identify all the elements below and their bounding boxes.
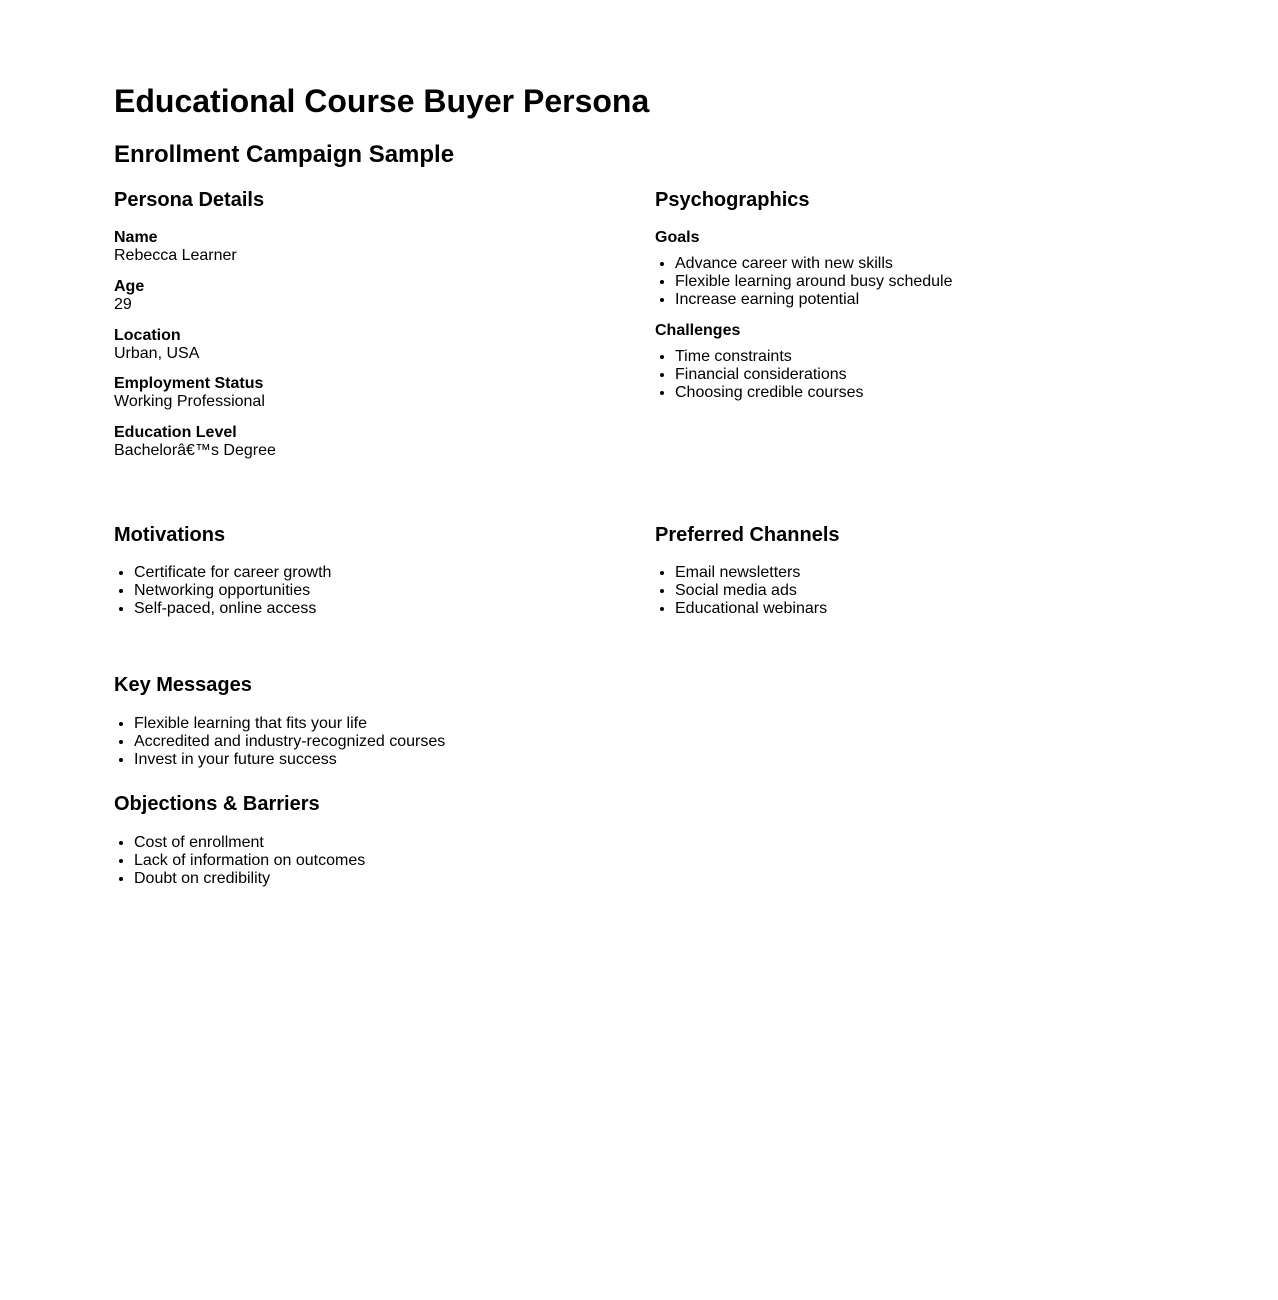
list-item: • Social media ads (675, 582, 1175, 600)
detail-employment-status (114, 375, 634, 411)
section-heading: Persona Details (114, 189, 265, 211)
section-heading: Objections & Barriers (114, 793, 320, 815)
section-heading: Key Messages (114, 674, 252, 696)
detail-value: 29 (114, 296, 132, 313)
list-item: • Networking opportunities (134, 582, 634, 600)
challenges-heading: Challenges (655, 322, 741, 339)
motivations-section (114, 524, 634, 618)
list-item: • Flexible learning that fits your life (134, 715, 634, 733)
section-heading: Psychographics (655, 189, 810, 211)
list-item: • Flexible learning around busy schedule (675, 273, 1175, 291)
list-item: • Certificate for career growth (134, 564, 634, 582)
challenges-list (655, 348, 1175, 402)
list-item: • Time constraints (675, 348, 1175, 366)
objections-list (114, 834, 634, 888)
detail-location (114, 327, 634, 363)
detail-age (114, 278, 634, 314)
detail-value: Bachelorâ€™s Degree (114, 442, 276, 459)
detail-label: Location (114, 327, 181, 344)
psychographics-section (655, 189, 1175, 402)
list-item: • Cost of enrollment (134, 834, 634, 852)
list-item: • Doubt on credibility (134, 870, 634, 888)
list-item: • Lack of information on outcomes (134, 852, 634, 870)
detail-value: Rebecca Learner (114, 247, 237, 264)
page-title: Educational Course Buyer Persona (114, 83, 650, 119)
detail-label: Employment Status (114, 375, 264, 392)
persona-details-section (114, 189, 634, 460)
page-subtitle: Enrollment Campaign Sample (114, 141, 455, 168)
detail-label: Age (114, 278, 145, 295)
objections-section (114, 793, 634, 888)
key-messages-list (114, 715, 634, 769)
channels-list (655, 564, 1175, 618)
list-item: • Financial considerations (675, 366, 1175, 384)
detail-value: Urban, USA (114, 345, 200, 362)
list-item: • Advance career with new skills (675, 255, 1175, 273)
key-messages-section (114, 674, 634, 769)
list-item: • Educational webinars (675, 600, 1175, 618)
list-item: • Choosing credible courses (675, 384, 1175, 402)
detail-education-level (114, 424, 634, 460)
detail-name (114, 229, 634, 265)
list-item: • Accredited and industry-recognized courses (134, 733, 634, 751)
motivations-list (114, 564, 634, 618)
list-item: • Increase earning potential (675, 291, 1175, 309)
section-heading: Motivations (114, 524, 226, 546)
list-item: • Self-paced, online access (134, 600, 634, 618)
section-heading: Preferred Channels (655, 524, 840, 546)
detail-value: Working Professional (114, 393, 265, 410)
list-item: • Email newsletters (675, 564, 1175, 582)
list-item: • Invest in your future success (134, 751, 634, 769)
goals-heading: Goals (655, 229, 700, 246)
goals-list (655, 255, 1175, 309)
preferred-channels-section (655, 524, 1175, 618)
detail-label: Name (114, 229, 158, 246)
detail-label: Education Level (114, 424, 237, 441)
